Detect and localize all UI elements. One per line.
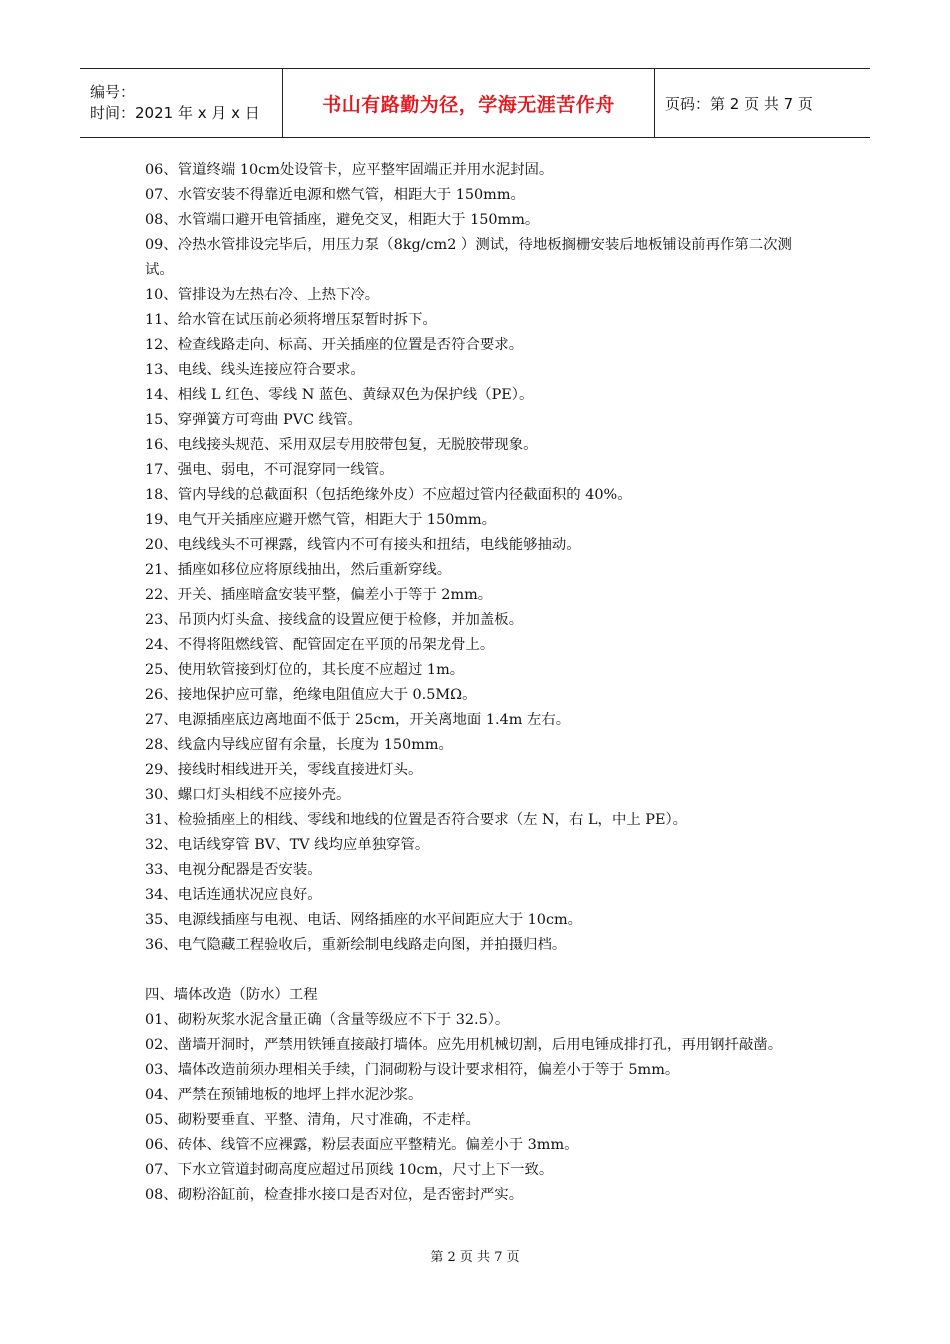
list-item: 11、给水管在试压前必须将增压泵暂时拆下。 — [145, 312, 437, 328]
list-item: 15、穿弹簧方可弯曲 PVC 线管。 — [145, 412, 362, 428]
list-item: 25、使用软管接到灯位的，其长度不应超过 1m。 — [145, 662, 465, 678]
list-item: 35、电源线插座与电视、电话、网络插座的水平间距应大于 10cm。 — [145, 912, 583, 928]
list-item: 20、电线线头不可裸露，线管内不可有接头和扭结，电线能够抽动。 — [145, 537, 581, 553]
list-item: 08、砌粉浴缸前，检查排水接口是否对位，是否密封严实。 — [145, 1187, 524, 1203]
list-item: 22、开关、插座暗盒安装平整，偏差小于等于 2mm。 — [145, 587, 493, 603]
header-page-number: 页码：第 2 页 共 7 页 — [665, 94, 813, 113]
page-footer: 第 2 页 共 7 页 — [430, 1250, 520, 1265]
list-item: 17、强电、弱电，不可混穿同一线管。 — [145, 462, 394, 478]
document-number-label: 编号： — [90, 83, 136, 101]
list-item: 10、管排设为左热右冷、上热下冷。 — [145, 287, 380, 303]
list-item: 08、水管端口避开电管插座，避免交叉，相距大于 150mm。 — [145, 212, 540, 228]
list-item: 12、检查线路走向、标高、开关插座的位置是否符合要求。 — [145, 337, 524, 353]
list-item: 36、电气隐藏工程验收后，重新绘制电线路走向图，并拍摄归档。 — [145, 937, 567, 953]
list-item: 31、检验插座上的相线、零线和地线的位置是否符合要求（左 N，右 L，中上 PE）。 — [145, 812, 688, 828]
list-item: 28、线盒内导线应留有余量，长度为 150mm。 — [145, 737, 453, 753]
list-item: 24、不得将阻燃线管、配管固定在平顶的吊架龙骨上。 — [145, 637, 495, 653]
document-body — [145, 158, 810, 1208]
list-item: 09、冷热水管排设完毕后，用压力泵（8kg/cm2 ）测试，待地板搁栅安装后地板铺设前再作第二次测试。 — [145, 237, 792, 278]
list-item: 19、电气开关插座应避开燃气管，相距大于 150mm。 — [145, 512, 497, 528]
list-item: 01、砌粉灰浆水泥含量正确（含量等级应不下于 32.5）。 — [145, 1012, 510, 1028]
section-heading: 四、墙体改造（防水）工程 — [145, 987, 318, 1003]
list-item: 03、墙体改造前须办理相关手续，门洞砌粉与设计要求相符，偏差小于等于 5mm。 — [145, 1062, 680, 1078]
page-header — [80, 68, 870, 138]
list-item: 21、插座如移位应将原线抽出，然后重新穿线。 — [145, 562, 452, 578]
list-item: 06、管道终端 10cm处设管卡，应平整牢固端正并用水泥封固。 — [145, 162, 554, 178]
list-item: 14、相线 L 红色、零线 N 蓝色、黄绿双色为保护线（PE）。 — [145, 387, 534, 403]
header-meta — [80, 69, 283, 137]
header-motto: 书山有路勤为径，学海无涯苦作舟 — [283, 69, 655, 137]
list-item: 29、接线时相线进开关，零线直接进灯头。 — [145, 762, 423, 778]
list-item: 16、电线接头规范、采用双层专用胶带包复，无脱胶带现象。 — [145, 437, 538, 453]
list-item: 02、凿墙开洞时，严禁用铁锤直接敲打墙体。应先用机械切割，后用电锤成排打孔，再用钢扦敲凿。 — [145, 1037, 783, 1053]
list-item: 06、砖体、线管不应裸露，粉层表面应平整精光。偏差小于 3mm。 — [145, 1137, 579, 1153]
list-item: 18、管内导线的总截面积（包括绝缘外皮）不应超过管内径截面积的 40%。 — [145, 487, 632, 503]
section-spacer — [145, 958, 810, 983]
list-item: 07、下水立管道封砌高度应超过吊顶线 10cm，尺寸上下一致。 — [145, 1162, 554, 1178]
document-time-label: 时间：2021 年 x 月 x 日 — [90, 104, 260, 122]
list-item: 30、螺口灯头相线不应接外壳。 — [145, 787, 351, 803]
list-item: 04、严禁在预铺地板的地坪上拌水泥沙浆。 — [145, 1087, 423, 1103]
list-item: 26、接地保护应可靠，绝缘电阻值应大于 0.5MΩ。 — [145, 687, 477, 703]
list-item: 32、电话线穿管 BV、TV 线均应单独穿管。 — [145, 837, 430, 853]
list-item: 05、砌粉要垂直、平整、清角，尺寸准确，不走样。 — [145, 1112, 480, 1128]
list-item: 23、吊顶内灯头盒、接线盒的设置应便于检修，并加盖板。 — [145, 612, 524, 628]
list-item: 27、电源插座底边离地面不低于 25cm，开关离地面 1.4m 左右。 — [145, 712, 571, 728]
list-item: 33、电视分配器是否安装。 — [145, 862, 322, 878]
list-item: 34、电话连通状况应良好。 — [145, 887, 322, 903]
list-item: 13、电线、线头连接应符合要求。 — [145, 362, 365, 378]
list-item: 07、水管安装不得靠近电源和燃气管，相距大于 150mm。 — [145, 187, 525, 203]
